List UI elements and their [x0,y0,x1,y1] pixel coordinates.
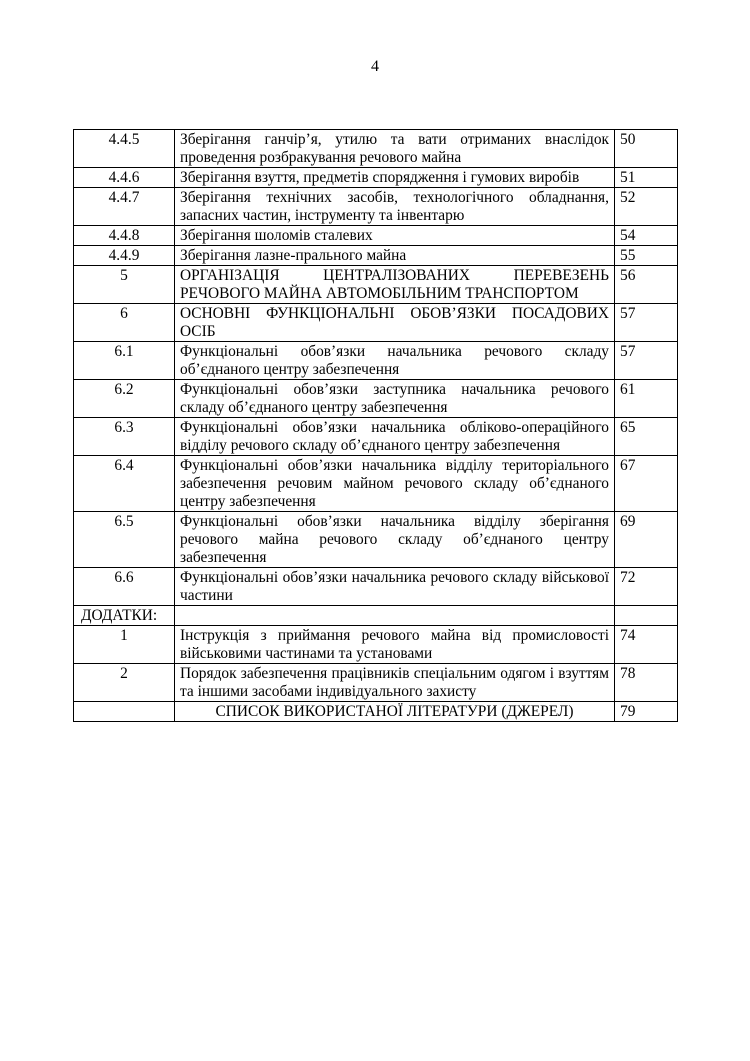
table-row [74,246,678,266]
section-number: 6 [74,304,175,342]
page-number: 4 [371,58,379,75]
section-page: 69 [615,512,678,568]
table-row [74,342,678,380]
section-title [175,606,615,626]
table-row [74,418,678,456]
section-number: 4.4.6 [74,168,175,188]
section-number: 4.4.8 [74,226,175,246]
section-page: 72 [615,568,678,606]
section-title: Функціональні обов’язки начальника відділу територіального забезпечення речовим майном речового складу об’єднаного центру забезпечення [175,456,615,512]
section-number: 4.4.7 [74,188,175,226]
table-row [74,266,678,304]
table-row [74,626,678,664]
table-row [74,456,678,512]
section-number: 6.5 [74,512,175,568]
section-page: 51 [615,168,678,188]
section-page: 50 [615,130,678,168]
section-page: 78 [615,664,678,702]
table-row [74,664,678,702]
section-number: 6.1 [74,342,175,380]
section-page: 52 [615,188,678,226]
section-title: Функціональні обов’язки начальника обліково-операційного відділу речового складу об’єднаного центру забезпечення [175,418,615,456]
section-title: Зберігання взуття, предметів спорядження і гумових виробів [175,168,615,188]
section-page: 57 [615,342,678,380]
section-title: ОСНОВНІ ФУНКЦІОНАЛЬНІ ОБОВ’ЯЗКИ ПОСАДОВИХ ОСІБ [175,304,615,342]
section-number: 6.3 [74,418,175,456]
section-page: 56 [615,266,678,304]
section-page: 61 [615,380,678,418]
section-number: 4.4.5 [74,130,175,168]
section-title: Функціональні обов’язки заступника начальника речового складу об’єднаного центру забезпечення [175,380,615,418]
section-page: 79 [615,702,678,722]
table-row [74,568,678,606]
section-number: 6.6 [74,568,175,606]
section-title: СПИСОК ВИКОРИСТАНОЇ ЛІТЕРАТУРИ (ДЖЕРЕЛ) [175,702,615,722]
section-page: 74 [615,626,678,664]
table-row [74,188,678,226]
section-number: 6.2 [74,380,175,418]
section-title: Зберігання шоломів сталевих [175,226,615,246]
section-title: Зберігання технічних засобів, технологічного обладнання, запасних частин, інструменту та інвентарю [175,188,615,226]
section-number: 5 [74,266,175,304]
section-title: Функціональні обов’язки начальника відділу зберігання речового майна речового складу об’єднаного центру забезпечення [175,512,615,568]
table-row [74,130,678,168]
section-page: 57 [615,304,678,342]
section-title: ОРГАНІЗАЦІЯ ЦЕНТРАЛІЗОВАНИХ ПЕРЕВЕЗЕНЬ РЕЧОВОГО МАЙНА АВТОМОБІЛЬНИМ ТРАНСПОРТОМ [175,266,615,304]
appendix-heading: ДОДАТКИ: [74,606,175,626]
section-page: 67 [615,456,678,512]
section-title: Порядок забезпечення працівників спеціальним одягом і взуттям та іншими засобами індивідуального захисту [175,664,615,702]
table-of-contents [73,129,678,722]
section-title: Функціональні обов’язки начальника речового складу об’єднаного центру забезпечення [175,342,615,380]
section-number: 2 [74,664,175,702]
section-number: 6.4 [74,456,175,512]
section-title: Зберігання лазне-прального майна [175,246,615,266]
table-row [74,702,678,722]
table-row [74,226,678,246]
section-number: 4.4.9 [74,246,175,266]
table-row [74,304,678,342]
section-title: Зберігання ганчір’я, утилю та вати отриманих внаслідок проведення розбракування речового майна [175,130,615,168]
section-title: Інструкція з приймання речового майна від промисловості військовими частинами та установами [175,626,615,664]
table-row [74,606,678,626]
section-title: Функціональні обов’язки начальника речового складу військової частини [175,568,615,606]
table-row [74,512,678,568]
table-row [74,380,678,418]
section-number: 1 [74,626,175,664]
section-number [74,702,175,722]
section-page: 65 [615,418,678,456]
section-page: 55 [615,246,678,266]
section-page: 54 [615,226,678,246]
section-page [615,606,678,626]
table-row [74,168,678,188]
